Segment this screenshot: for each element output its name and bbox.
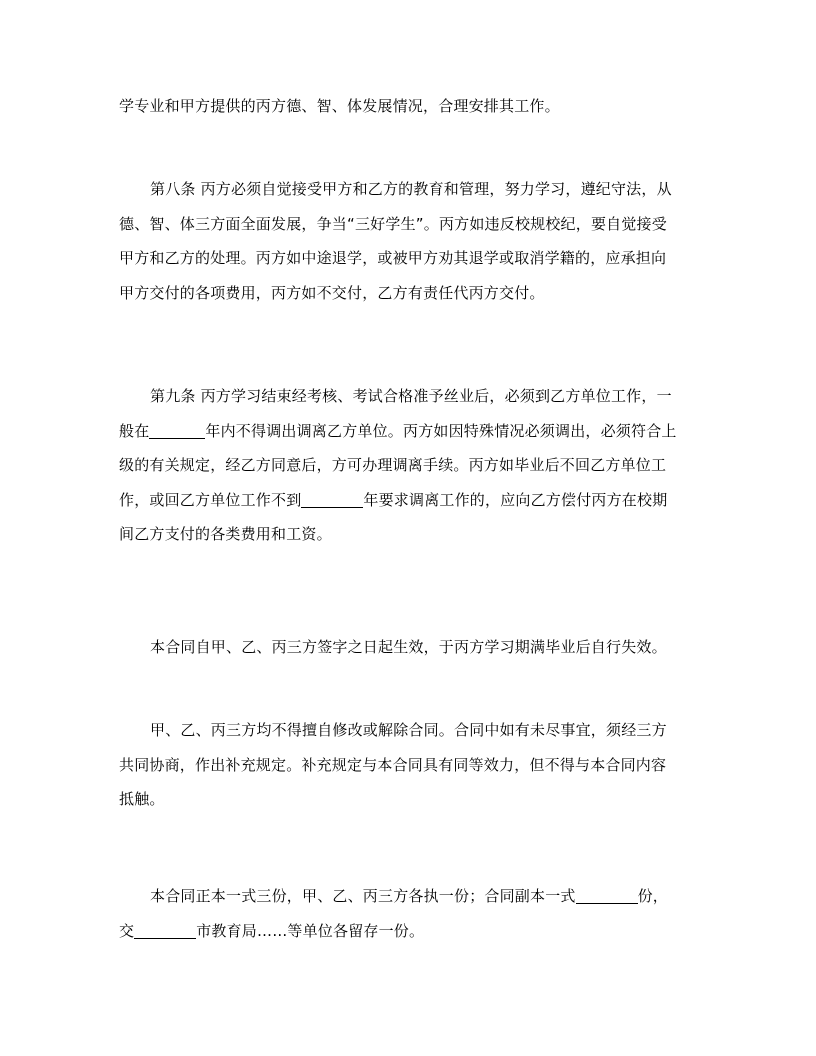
paragraph-amendment: [119, 713, 699, 817]
text-line: 级的有关规定，经乙方同意后，方可办理调离手续。丙方如毕业后不回乙方单位工: [119, 456, 667, 474]
text-segment: 份，: [637, 887, 669, 905]
text-line: 间乙方支付的各类费用和工资。: [119, 525, 332, 543]
text-line: 学专业和甲方提供的丙方德、智、体发展情况，合理安排其工作。: [119, 97, 560, 115]
text-line: 第九条 丙方学习结束经考核、考试合格准予丝业后，必须到乙方单位工作，一: [150, 387, 672, 405]
text-line: 甲、乙、丙三方均不得擅自修改或解除合同。合同中如有未尽事宜，须经三方: [150, 721, 667, 739]
text-line: 甲方交付的各项费用，丙方如不交付，乙方有责任代丙方交付。: [119, 283, 545, 302]
text-line: [119, 414, 699, 449]
text-line: 第八条 丙方必须自觉接受甲方和乙方的教育和管理，努力学习，遵纪守法，从: [150, 180, 672, 198]
paragraph-copies: [119, 879, 699, 948]
text-segment: 交: [119, 921, 135, 940]
text-line: 抵触。: [119, 790, 165, 808]
fill-in-blank-city[interactable]: [134, 922, 196, 939]
text-line: 共同协商，作出补充规定。补充规定与本合同具有同等效力，但不得与本合同内容: [119, 755, 667, 774]
paragraph-article-8: [119, 172, 699, 310]
fill-in-blank-copy-count[interactable]: [576, 887, 638, 904]
text-segment: 般在: [119, 421, 150, 440]
text-segment: 本合同正本一式三份，甲、乙、丙三方各执一份；合同副本一式: [150, 887, 576, 905]
text-line: [119, 914, 699, 949]
paragraph-article-9: [119, 379, 699, 552]
text-segment: 年要求调离工作的，应向乙方偿付丙方在校期: [363, 490, 668, 509]
text-line: 甲方和乙方的处理。丙方如中途退学，或被甲方劝其退学或取消学籍的，应承担向: [119, 249, 667, 267]
paragraph-effective: [119, 630, 699, 665]
text-segment: 市教育局……等单位各留存一份。: [196, 921, 425, 940]
text-line: 德、智、体三方面全面发展，争当“三好学生”。丙方如违反校规校纪，要自觉接受: [119, 214, 667, 233]
text-line: [119, 879, 699, 914]
fill-in-blank-years[interactable]: [149, 422, 205, 439]
text-segment: 作，或回乙方单位工作不到: [119, 490, 302, 509]
text-segment: 年内不得调出调离乙方单位。丙方如因特殊情况必须调出，必须符合上: [205, 421, 677, 440]
text-line: [119, 483, 699, 518]
text-line: 本合同自甲、乙、丙三方签字之日起生效，于丙方学习期满毕业后自行失效。: [150, 638, 667, 656]
fill-in-blank-years-service[interactable]: [301, 491, 363, 508]
paragraph-continuation: [119, 89, 699, 124]
